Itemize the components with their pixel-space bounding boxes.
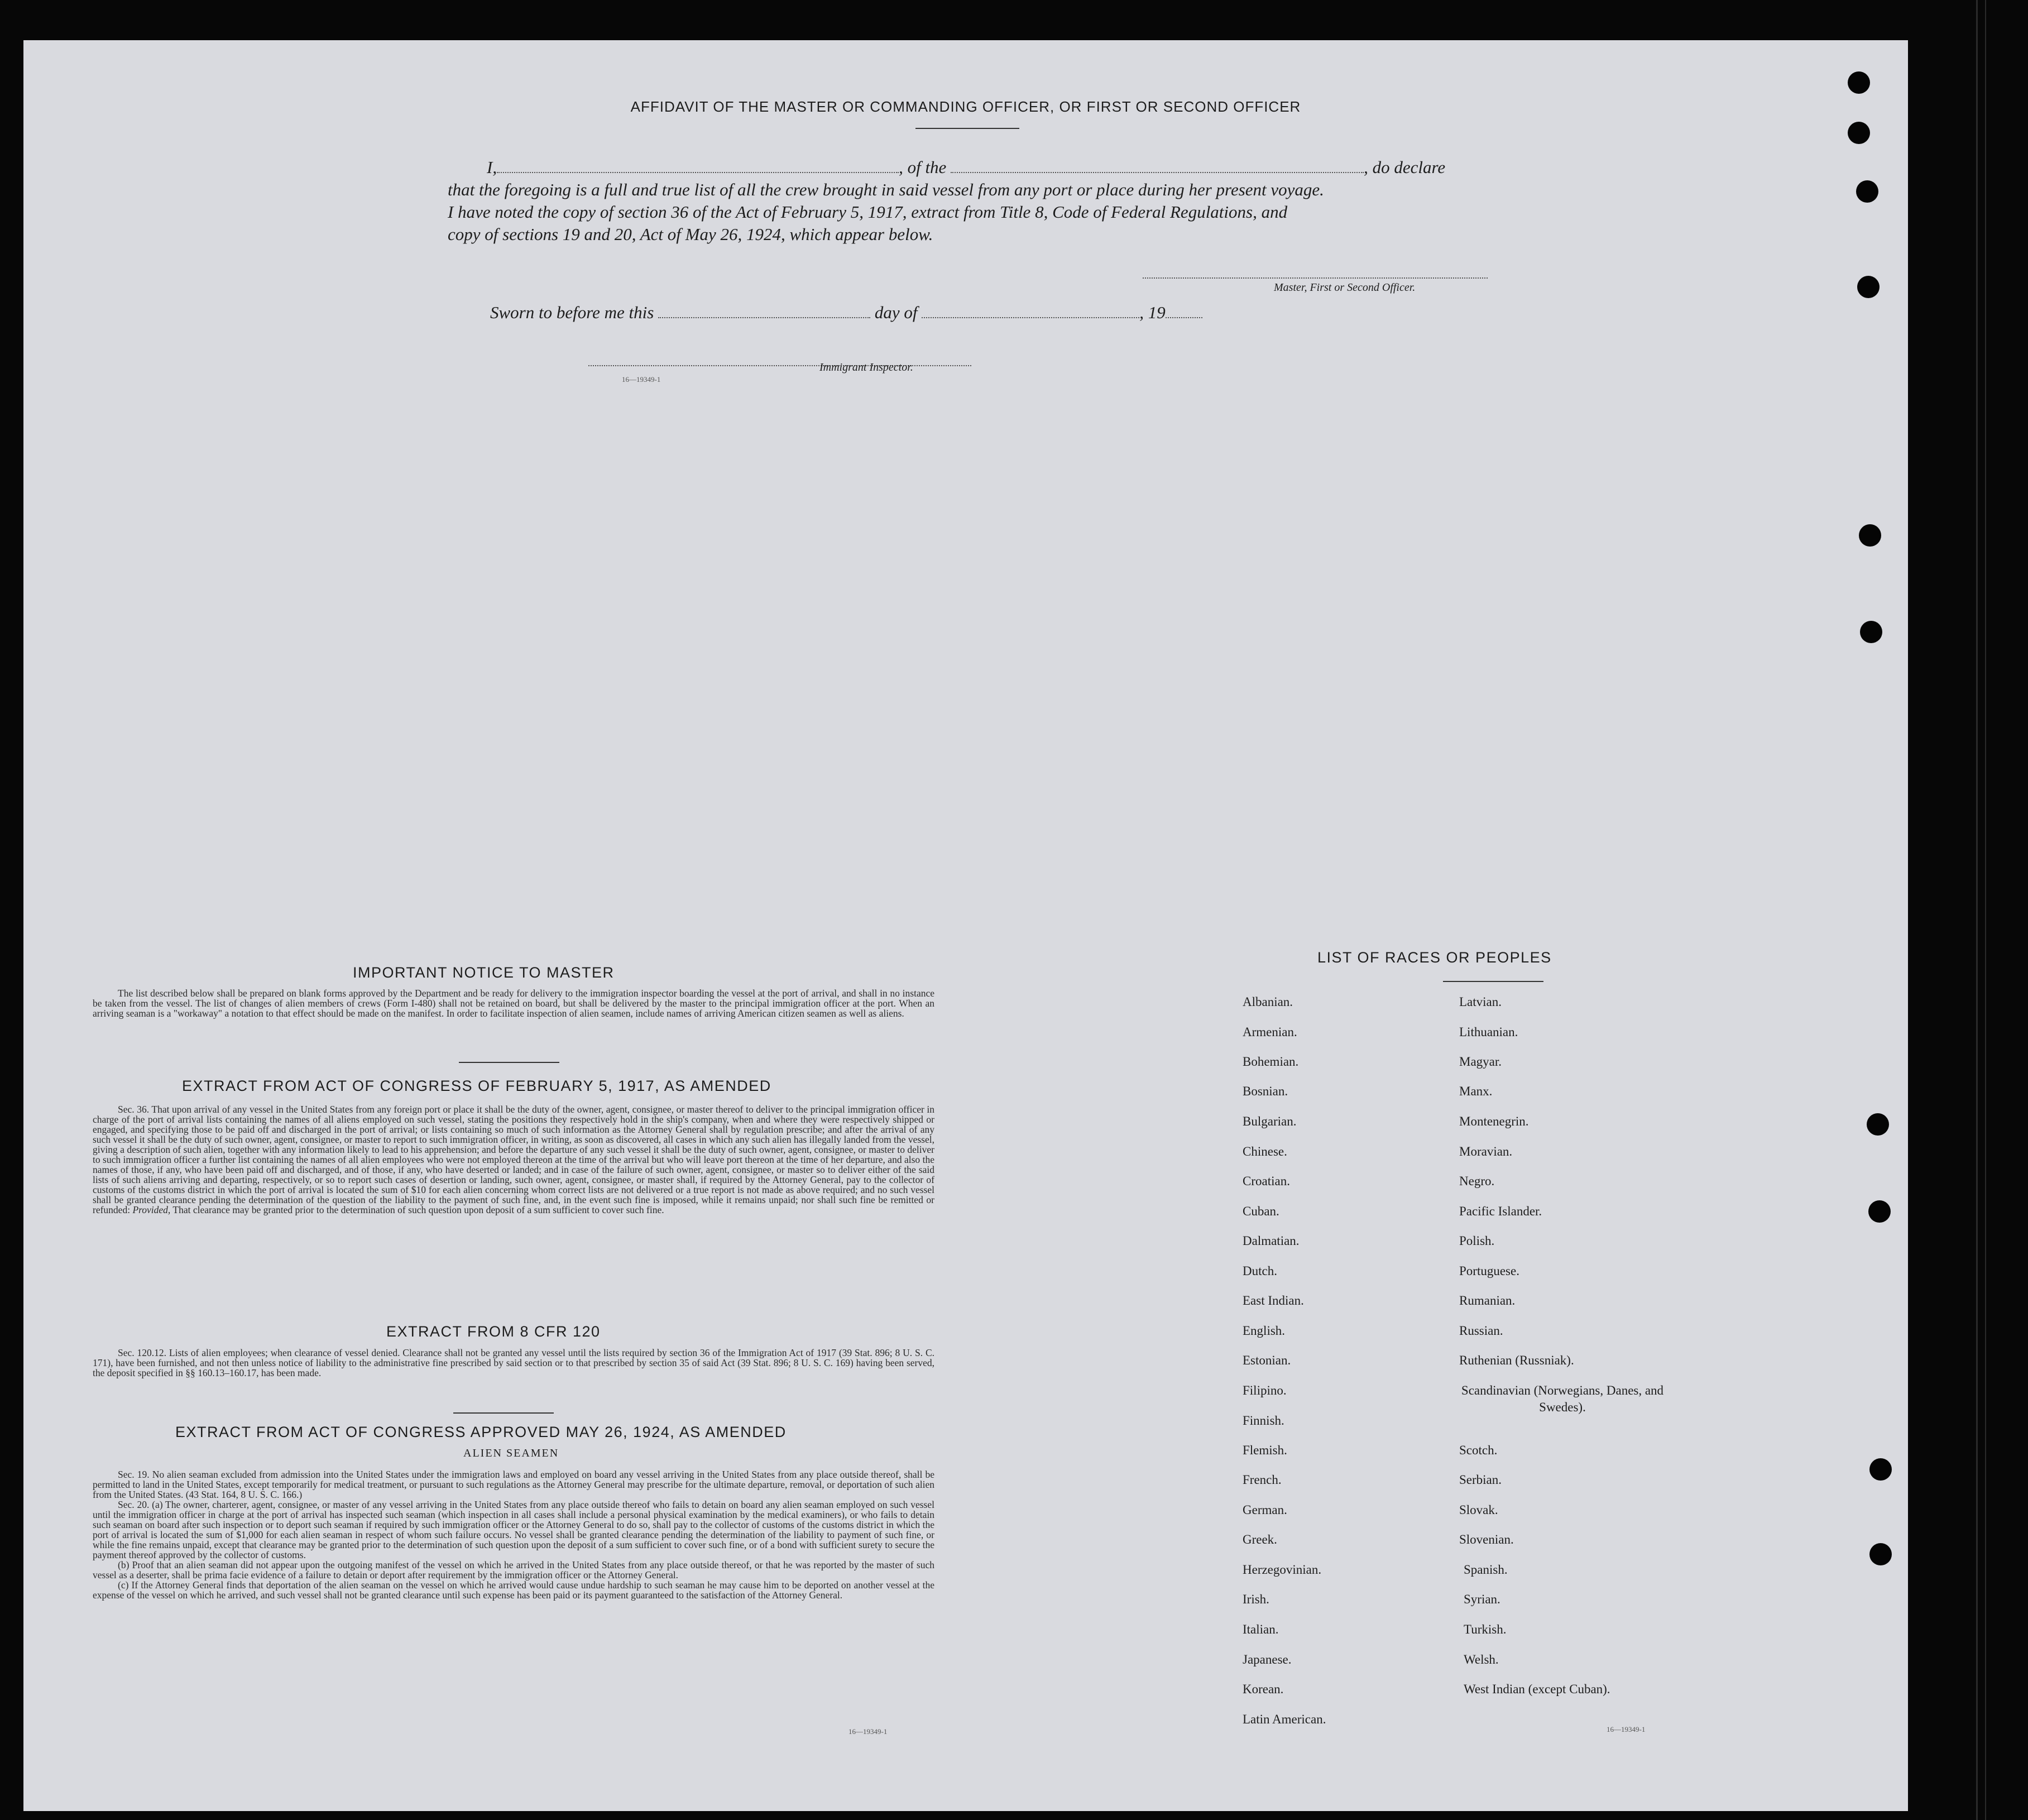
extract-cfr-text (93, 1348, 934, 1378)
race-item: Herzegovinian. (1243, 1563, 1322, 1577)
race-item: Magyar. (1459, 1055, 1502, 1069)
race-item: Negro. (1459, 1174, 1495, 1188)
master-name-field[interactable] (497, 161, 899, 173)
affidavit-line-4: copy of sections 19 and 20, Act of May 26, 1924, which appear below. (448, 224, 933, 244)
race-item: Lithuanian. (1459, 1025, 1518, 1039)
punch-hole (1869, 1458, 1892, 1481)
race-item: Dalmatian. (1243, 1234, 1300, 1248)
race-item: Chinese. (1243, 1144, 1287, 1158)
race-item: Finnish. (1243, 1414, 1284, 1428)
race-item: Pacific Islander. (1459, 1204, 1542, 1218)
notice-rule (459, 1062, 559, 1063)
race-item: Flemish. (1243, 1443, 1287, 1457)
race-item: Latvian. (1459, 995, 1502, 1009)
race-item: West Indian (except Cuban). (1464, 1682, 1610, 1696)
alien-seamen-subtitle: ALIEN SEAMEN (463, 1447, 559, 1459)
punch-hole (1857, 276, 1880, 298)
race-item: Rumanian. (1459, 1294, 1516, 1307)
race-item: Manx. (1459, 1084, 1493, 1098)
punch-hole (1869, 1543, 1892, 1565)
race-item: Japanese. (1243, 1653, 1292, 1666)
race-item: Estonian. (1243, 1353, 1291, 1367)
extract-cfr-title: EXTRACT FROM 8 CFR 120 (386, 1323, 601, 1340)
race-item: Russian. (1459, 1324, 1503, 1338)
race-item: Cuban. (1243, 1204, 1279, 1218)
races-form-number: 16—19349-1 (1607, 1725, 1646, 1733)
race-item: Albanian. (1243, 995, 1293, 1009)
affidavit-declare: , do declare (1364, 157, 1446, 177)
punch-hole (1856, 180, 1878, 203)
races-title-rule (1443, 981, 1543, 982)
extract-cfr-paragraph (93, 1348, 934, 1378)
affidavit-line-3: I have noted the copy of section 36 of the Act of February 5, 1917, extract from Title 8, Code of Federal Regulations, and (448, 202, 1288, 222)
proviso-label: Provided, (132, 1204, 171, 1215)
sworn-year-field[interactable] (1166, 306, 1202, 318)
sworn-prefix: Sworn to before me this (490, 303, 654, 322)
race-item: Greek. (1243, 1532, 1277, 1546)
sec-20-label: Sec. 20. (118, 1499, 150, 1510)
punch-hole (1848, 71, 1870, 94)
race-item: Syrian. (1464, 1592, 1500, 1606)
sec-20b-paragraph: (b) Proof that an alien seaman did not appear upon the outgoing manifest of the vessel on which he arrived in the United States from any place outside thereof, or that he was reported by the master of such vessel as a deserter, shall be prima facie evidence of a failure to detain or deport after requirement by the immigration officer or the Attorney General. (93, 1559, 934, 1580)
race-item: Slovak. (1459, 1503, 1498, 1517)
race-item: French. (1243, 1473, 1282, 1487)
cfr-rule (453, 1412, 554, 1414)
race-item: English. (1243, 1324, 1286, 1338)
punch-hole (1868, 1200, 1891, 1223)
race-item: Portuguese. (1459, 1264, 1519, 1278)
race-item: Irish. (1243, 1592, 1269, 1606)
sec-36-label: Sec. 36. (118, 1104, 150, 1115)
sec-20a-paragraph (93, 1500, 934, 1560)
extract-form-number: 16—19349-1 (848, 1727, 888, 1736)
race-item: Latin American. (1243, 1712, 1326, 1726)
sec-120-text: Lists of alien employees; when clearance of vessel denied. Clearance shall not be granted any vessel until the lists required by section 36 of the Immigration Act of 1917 (39 Stat. 896; 8 U. S. C. 171), have been furnished, and not then unless notice of liability to the administrative fine prescribed by said section or to that prescribed by section 35 of said Act (39 Stat. 896; 8 U. S. C. 169) having been served, the deposit specified in §§ 160.13–160.17, has been made. (93, 1347, 935, 1378)
vessel-name-field[interactable] (951, 161, 1364, 173)
extract-1917-text (93, 1104, 934, 1215)
sec-36-text-end: That clearance may be granted prior to the determination of such question upon deposit of a sum sufficient to cover such fine. (172, 1204, 664, 1215)
inspector-signature-field[interactable] (588, 354, 971, 366)
race-item: Korean. (1243, 1682, 1284, 1696)
race-item: Ruthenian (Russniak). (1459, 1353, 1574, 1367)
race-item: Scandinavian (Norwegians, Danes, and Swedes). (1461, 1383, 1664, 1414)
inspector-caption: Immigrant Inspector. (819, 361, 913, 373)
sec-20c-paragraph: (c) If the Attorney General finds that deportation of the alien seaman on the vessel on which he arrived would cause undue hardship to such seaman he may cause him to be deported on another vessel at the expense of the vessel on which he arrived, and such vessel shall not be granted clearance until such expense has been paid or its payment guaranteed to the satisfaction of the Attorney General. (93, 1579, 934, 1601)
sec-19-paragraph (93, 1469, 934, 1500)
race-item: Bulgarian. (1243, 1114, 1297, 1128)
race-item: Welsh. (1464, 1653, 1499, 1666)
affidavit-line-1 (487, 157, 1445, 178)
affidavit-title-rule (915, 128, 1019, 129)
race-item: Bosnian. (1243, 1084, 1288, 1098)
affidavit-name-prefix: I, (487, 157, 497, 177)
race-item: Polish. (1459, 1234, 1495, 1248)
race-item: Moravian. (1459, 1144, 1513, 1158)
affidavit-line-2: that the foregoing is a full and true list of all the crew brought in said vessel from any port or place during her present voyage. (448, 180, 1324, 199)
document-page (23, 40, 1908, 1811)
frame-edge-right-2 (1985, 0, 1986, 1820)
punch-hole (1867, 1113, 1889, 1136)
extract-1924-text (93, 1469, 934, 1600)
master-signature-field[interactable] (1143, 266, 1488, 279)
sworn-month-field[interactable] (922, 306, 1139, 318)
punch-hole (1860, 621, 1882, 643)
extract-1924-title: EXTRACT FROM ACT OF CONGRESS APPROVED MAY 26, 1924, AS AMENDED (175, 1424, 787, 1440)
race-item: Bohemian. (1243, 1055, 1299, 1069)
frame-edge-right (1976, 0, 1978, 1820)
extract-1917-paragraph (93, 1104, 934, 1215)
sec-19-label: Sec. 19. (118, 1469, 150, 1480)
race-item: East Indian. (1243, 1294, 1304, 1307)
races-title: LIST OF RACES OR PEOPLES (1317, 949, 1552, 966)
affidavit-title: AFFIDAVIT OF THE MASTER OR COMMANDING OFFICER, OR FIRST OR SECOND OFFICER (630, 98, 1301, 115)
sec-20a-text: (a) The owner, charterer, agent, consignee, or master of any vessel arriving in the United States from any place outside thereof who fails to detain on board any alien seaman employed on such vessel until the immigration officer in charge at the port of arrival has inspected such seaman (which inspection in all cases shall include a personal physical examination by the medical examiners), or who fails to detain such seaman on board after such inspection or to deport such seaman if required by such immigration officer or the Attorney General to do so, shall pay to the collector of customs of the customs district in which the port of arrival is located the sum of $1,000 for each alien seaman in respect of whom such failure occurs. No vessel shall be granted clearance pending the determination of the liability to payment of such fine, or while the fine remains unpaid, except that clearance may be granted prior to the determination of such question upon the deposit of a sum sufficient to cover such fine, or of a bond with sufficient surety to secure the payment thereof approved by the collector of customs. (93, 1499, 934, 1560)
sec-36-text: That upon arrival of any vessel in the United States from any foreign port or place it shall be the duty of the owner, agent, consignee, or master thereof to deliver to the principal immigration officer in charge of the port of arrival lists containing the names of all aliens employed on such vessel, stating the positions they respectively hold in the ship's company, when and where they were respectively shipped or engaged, and specifying those to be paid off and discharged in the port of arrival; or lists containing so much of such information as the Attorney General shall by regulation prescribe; and after the arrival of any such vessel it shall be the duty of such owner, agent, consignee, or master to report to such immigration officer, in writing, as soon as discovered, all cases in which any such alien has illegally landed from the vessel, giving a description of such alien, together with any information likely to lead to his apprehension; and before the departure of any such vessel it shall be the duty of such owner, agent, consignee, or master to deliver to such immigration officer a further list containing the names of all alien employees who were not employed thereon at the time of the arrival but who will leave port thereon at the time of her departure, and also the names of those, if any, who have been paid off and discharged, and of those, if any, who have deserted or landed; and in case of the failure of such owner, agent, consignee, or master so to deliver either of the said lists of such aliens arriving and departing, respectively, or so to report such cases of desertion or landing, such owner, agent, consignee, or master shall, if required by the Attorney General, pay to the collector of customs of the customs district in which the port of arrival is located the sum of $10 for each alien concerning whom correct lists are not delivered or a true report is not made as above required; and no such vessel shall be granted clearance pending the determination of the question of the liability to the payment of such fine, and, in the event such fine is imposed, while it remains unpaid; nor shall such fine be remitted or refunded: (93, 1104, 934, 1215)
affidavit-form-number: 16—19349-1 (622, 375, 661, 384)
race-item: Serbian. (1459, 1473, 1502, 1487)
sworn-year-prefix: , 19 (1139, 303, 1166, 322)
master-signature-caption: Master, First or Second Officer. (1274, 281, 1416, 294)
punch-hole (1859, 524, 1881, 547)
sworn-day-of: day of (874, 303, 918, 322)
race-item: Montenegrin. (1459, 1114, 1529, 1128)
sec-19-text: No alien seaman excluded from admission into the United States under the immigration laws and employed on board any vessel arriving in the United States from any place outside thereof, shall be permitted to land in the United States, except temporarily for medical treatment, or pursuant to such regulations as the Attorney General may prescribe for the ultimate departure, removal, or deportation of such alien from the United States. (43 Stat. 164, 8 U. S. C. 166.) (93, 1469, 934, 1500)
race-item: Spanish. (1464, 1563, 1508, 1577)
extract-1917-title: EXTRACT FROM ACT OF CONGRESS OF FEBRUARY 5, 1917, AS AMENDED (182, 1077, 771, 1094)
race-item: Scotch. (1459, 1443, 1498, 1457)
sec-120-label: Sec. 120.12. (118, 1347, 167, 1358)
race-item: German. (1243, 1503, 1287, 1517)
race-item: Croatian. (1243, 1174, 1290, 1188)
race-item: Filipino. (1243, 1383, 1287, 1397)
sworn-day-field[interactable] (658, 306, 870, 318)
race-item: Turkish. (1464, 1622, 1507, 1636)
race-item: Italian. (1243, 1622, 1279, 1636)
notice-paragraph: The list described below shall be prepared on blank forms approved by the Department and be ready for delivery to the immigration inspector boarding the vessel at the port of arrival, and shall in no instance be taken from the vessel. The list of changes of alien members of crews (Form I-480) shall not be retained on board, but shall be delivered by the master to the principal immigration officer at the port. When an arriving seaman is a "workaway" a notation to that effect should be made on the manifest. In order to facilitate inspection of alien seamen, include names of arriving American citizen seamen as well as aliens. (93, 988, 934, 1019)
sworn-line (490, 303, 1202, 323)
race-item: Dutch. (1243, 1264, 1277, 1278)
notice-text (93, 988, 934, 1018)
notice-title: IMPORTANT NOTICE TO MASTER (353, 964, 615, 981)
race-item: Armenian. (1243, 1025, 1297, 1039)
affidavit-of-the: , of the (899, 157, 947, 177)
race-item: Slovenian. (1459, 1532, 1514, 1546)
punch-hole (1848, 122, 1870, 144)
